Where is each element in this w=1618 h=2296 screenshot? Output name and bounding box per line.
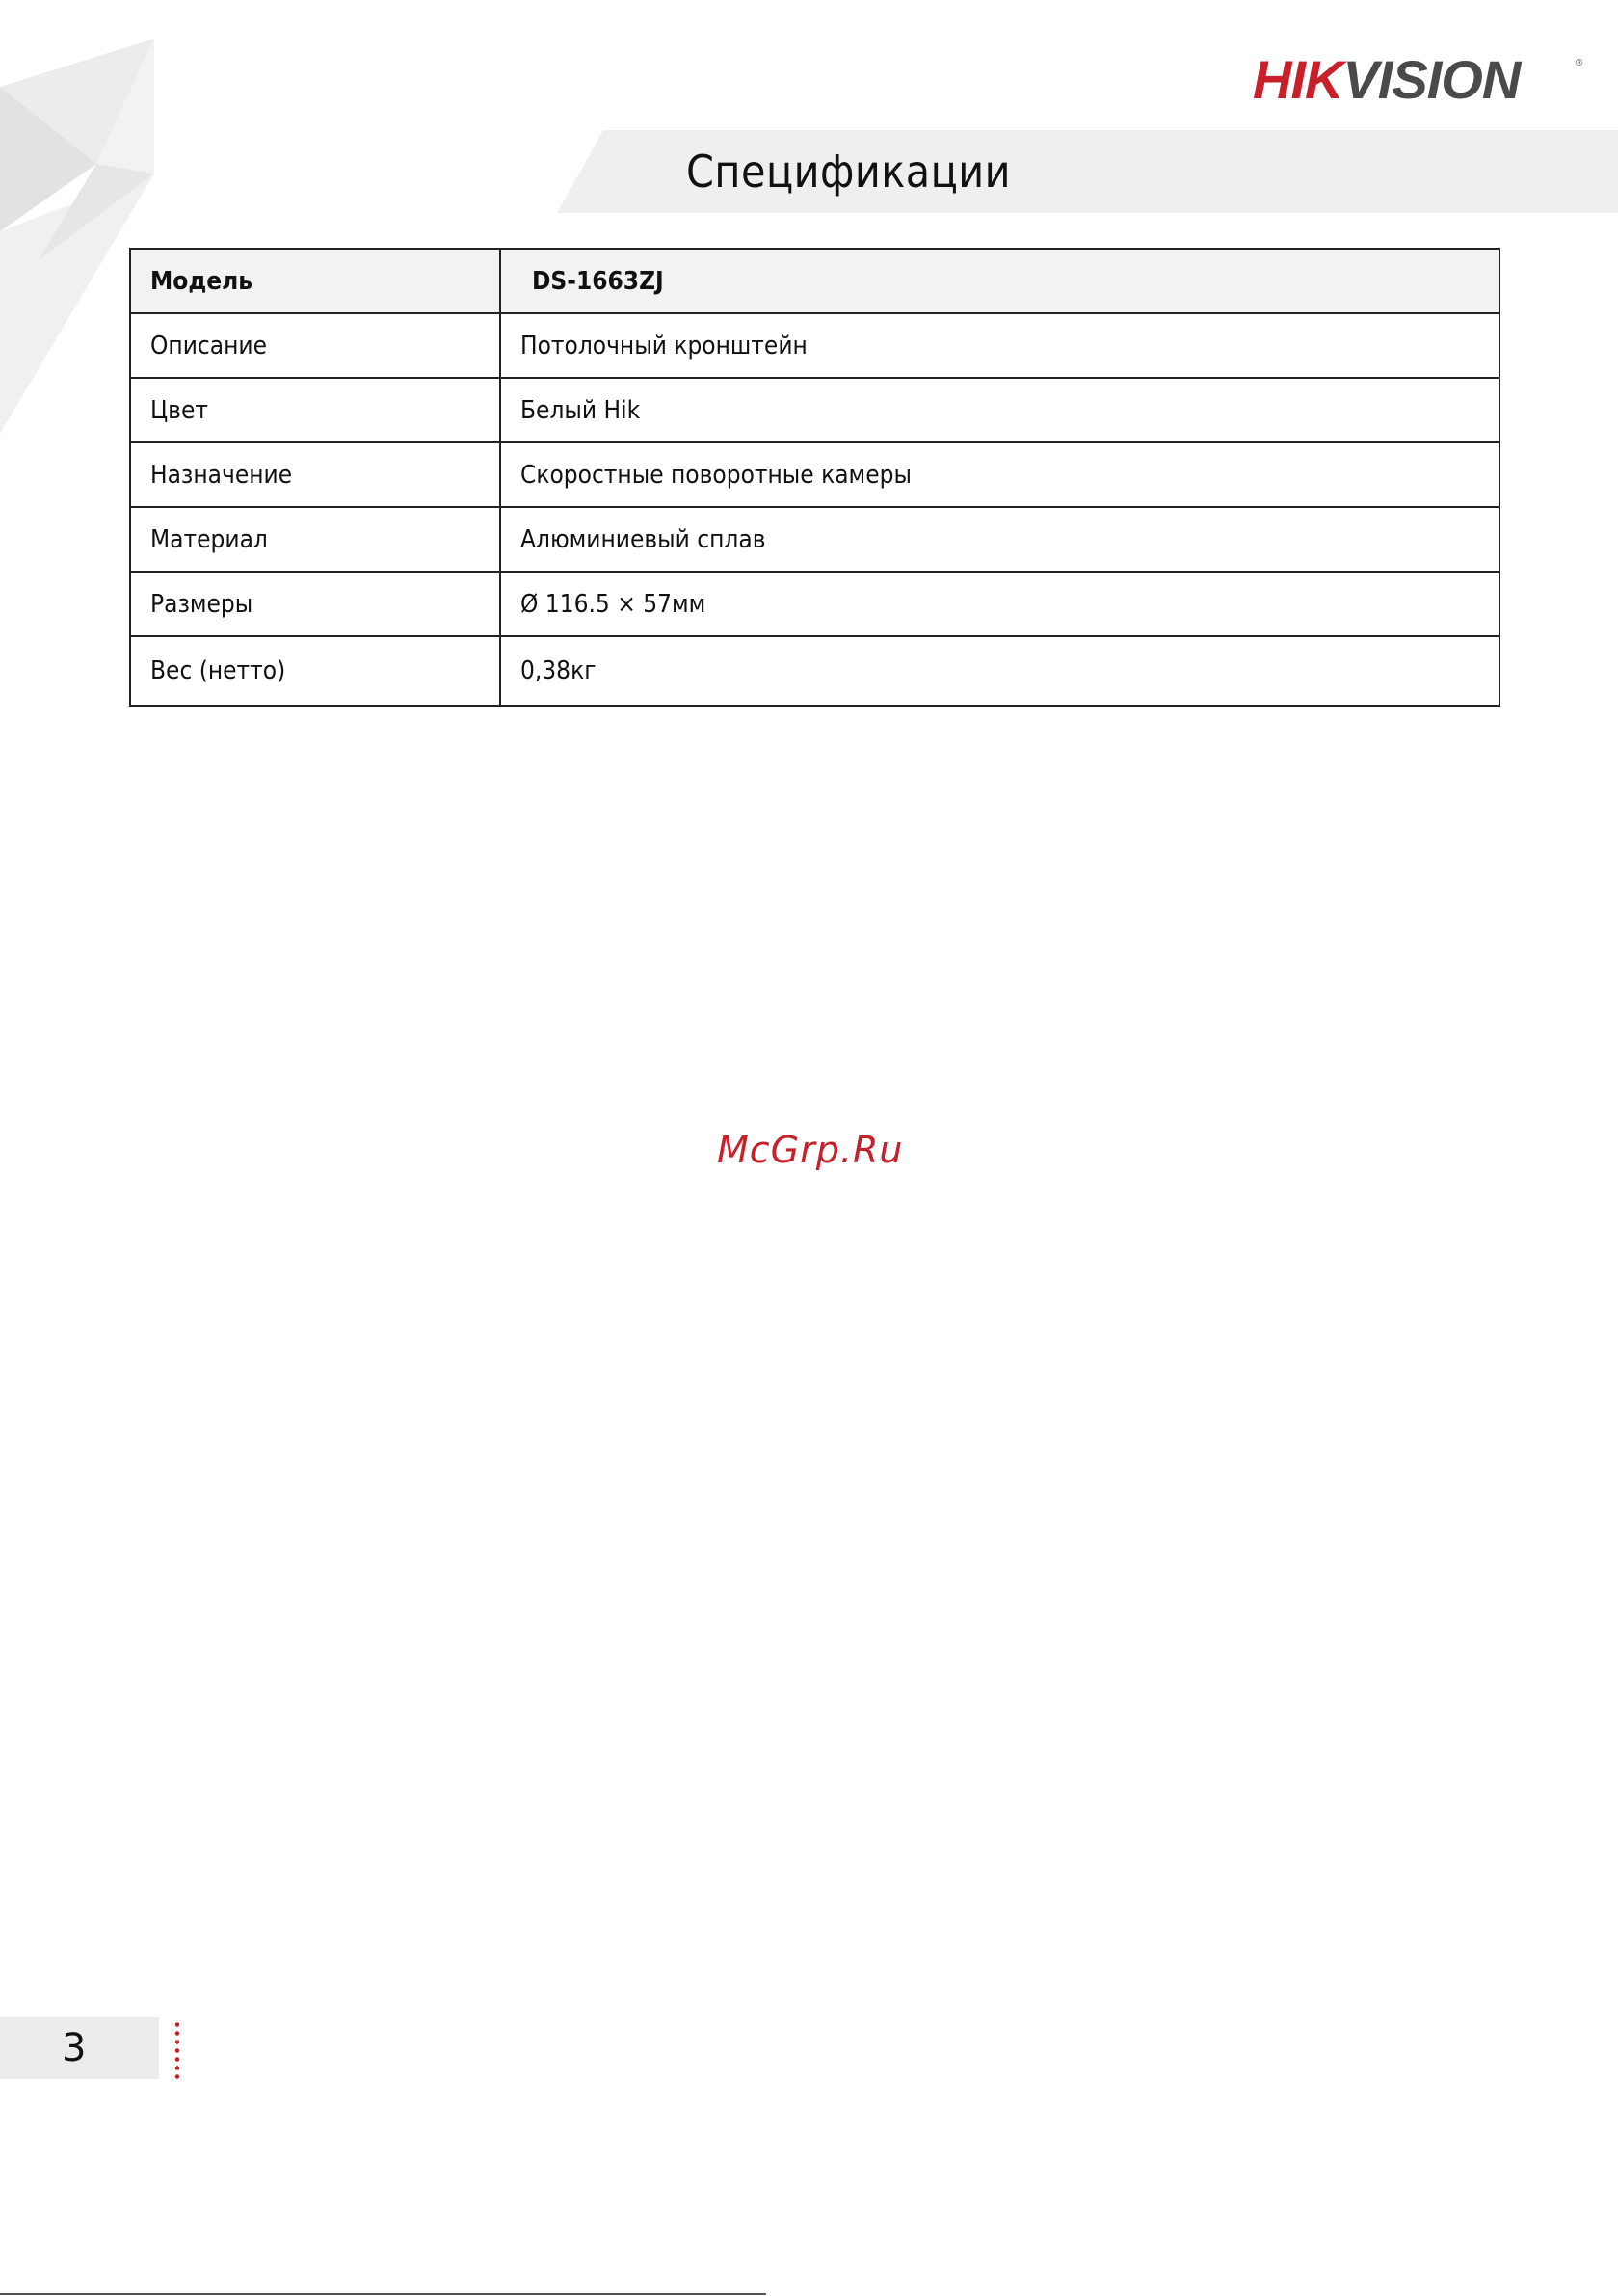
row-label: Размеры xyxy=(130,572,500,636)
row-label: Материал xyxy=(130,507,500,572)
svg-text:®: ® xyxy=(1576,58,1583,68)
model-label: Модель xyxy=(130,249,500,313)
table-row xyxy=(130,378,1499,442)
watermark-link[interactable]: McGrp.Ru xyxy=(717,1129,904,1171)
page-title: Спецификации xyxy=(686,146,1012,198)
row-value: Скоростные поворотные камеры xyxy=(500,442,1499,507)
page-number: 3 xyxy=(62,2026,87,2070)
table-row xyxy=(130,572,1499,636)
row-value: Белый Hik xyxy=(500,378,1499,442)
hikvision-logo xyxy=(1253,50,1585,108)
row-label: Описание xyxy=(130,313,500,378)
table-row xyxy=(130,636,1499,706)
row-value: Потолочный кронштейн xyxy=(500,313,1499,378)
row-label: Цвет xyxy=(130,378,500,442)
table-row xyxy=(130,313,1499,378)
row-value: Алюминиевый сплав xyxy=(500,507,1499,572)
dotted-divider xyxy=(174,2020,180,2080)
footer-line xyxy=(0,2293,766,2295)
row-label: Назначение xyxy=(130,442,500,507)
table-row xyxy=(130,442,1499,507)
svg-text:HIKVISION: HIKVISION xyxy=(1253,50,1521,108)
row-value: Ø 116.5 × 57мм xyxy=(500,572,1499,636)
table-row xyxy=(130,507,1499,572)
table-header-row xyxy=(130,249,1499,313)
row-value: 0,38кг xyxy=(500,636,1499,706)
spec-table xyxy=(129,248,1500,707)
model-value: DS-1663ZJ xyxy=(500,249,1499,313)
row-label: Вес (нетто) xyxy=(130,636,500,706)
